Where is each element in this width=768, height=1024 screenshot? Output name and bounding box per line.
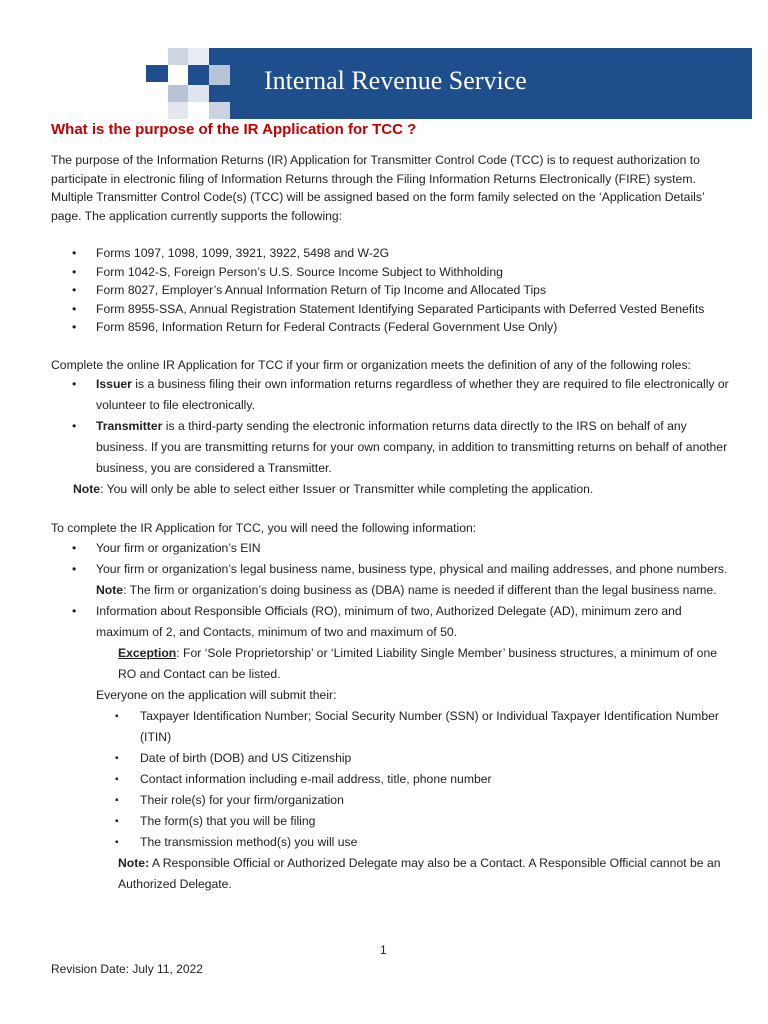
note-label: Note: (118, 855, 150, 870)
list-item: • Form 8027, Employer’s Annual Information Return of Tip Income and Allocated Tips (51, 281, 729, 300)
note-text: A Responsible Official or Authorized Delegate may also be a Contact. A Responsible Official cannot be an Authorized Delegate. (118, 855, 721, 891)
list-item: • Forms 1097, 1098, 1099, 3921, 3922, 5498 and W-2G (51, 244, 729, 263)
role-term: Issuer (96, 377, 132, 391)
everyone-submit-intro: Everyone on the application will submit their: (96, 687, 337, 702)
info-intro: To complete the IR Application for TCC, you will need the following information: (51, 521, 477, 535)
roles-note (51, 479, 729, 500)
list-item: ▪ Taxpayer Identification Number; Social Security Number (SSN) or Individual Taxpayer Identification Number (ITIN) (51, 706, 729, 748)
note-label: Note (73, 482, 101, 496)
list-item: ▪ Date of birth (DOB) and US Citizenship (51, 748, 729, 769)
intro-paragraph: The purpose of the Information Returns (IR) Application for Transmitter Control Code (TCC) is to request authorization to participate in electronic filing of Information Returns through the Filing Information Returns Electronically (FIRE) system. Multiple Transmitter Control Code(s) (TCC) will be assigned based on the form family selected on the ‘Application Details’ page. The application currently supports the following: (51, 153, 705, 223)
list-item: • Form 8596, Information Return for Federal Contracts (Federal Government Use Only) (51, 318, 729, 337)
page-heading: What is the purpose of the IR Application for TCC ? (51, 121, 417, 138)
revision-date: Revision Date: July 11, 2022 (51, 962, 203, 976)
role-description: is a business filing their own information returns regardless of whether they are required to file electronically or volunteer to file electronically. (96, 377, 729, 412)
list-item: • Your firm or organization’s legal business name, business type, physical and mailing addresses, and phone numbers. (51, 559, 729, 580)
dba-note (51, 580, 729, 601)
list-item: • Form 8955-SSA, Annual Registration Statement Identifying Separated Participants with Deferred Vested Benefits (51, 300, 729, 319)
page-number: 1 (380, 943, 387, 957)
list-item: ▪ Their role(s) for your firm/organization (51, 790, 729, 811)
list-item: ▪ The form(s) that you will be filing (51, 811, 729, 832)
list-item: • Form 1042-S, Foreign Person’s U.S. Source Income Subject to Withholding (51, 263, 729, 282)
role-term: Transmitter (96, 419, 163, 433)
exception-label: Exception (118, 645, 177, 660)
list-item: ▪ Contact information including e-mail address, title, phone number (51, 769, 729, 790)
roles-intro: Complete the online IR Application for TCC if your firm or organization meets the definition of any of the following roles: (51, 357, 691, 372)
required-info-list (51, 538, 729, 580)
submit-items-list (51, 706, 729, 853)
required-info-list-continued (51, 601, 729, 643)
exception-note (51, 643, 729, 685)
banner-title: Internal Revenue Service (264, 66, 527, 95)
final-note (51, 853, 729, 895)
header-banner (230, 48, 752, 119)
list-item: ▪ The transmission method(s) you will use (51, 832, 729, 853)
note-text: : The firm or organization’s doing business as (DBA) name is needed if different than the legal business name. (123, 582, 717, 597)
list-item: • Information about Responsible Officials (RO), minimum of two, Authorized Delegate (AD), minimum zero and maximum of 2, and Contacts, minimum of two and maximum of 50. (51, 601, 729, 643)
roles-list (51, 374, 729, 479)
note-label: Note (96, 582, 124, 597)
exception-text: : For ‘Sole Proprietorship’ or ‘Limited Liability Single Member’ business structures, a minimum of one RO and Contact can be listed. (118, 645, 718, 681)
role-item-transmitter (51, 416, 729, 479)
main-content (51, 151, 729, 895)
note-text: : You will only be able to select either Issuer or Transmitter while completing the application. (100, 482, 594, 496)
role-item-issuer (51, 374, 729, 416)
role-description: is a third-party sending the electronic information returns data directly to the IRS on behalf of any business. If you are transmitting returns for your own company, in addition to transmitting returns on behalf of another business, you are considered a Transmitter. (96, 419, 728, 475)
supported-forms-list (51, 244, 729, 337)
list-item: • Your firm or organization’s EIN (51, 538, 729, 559)
